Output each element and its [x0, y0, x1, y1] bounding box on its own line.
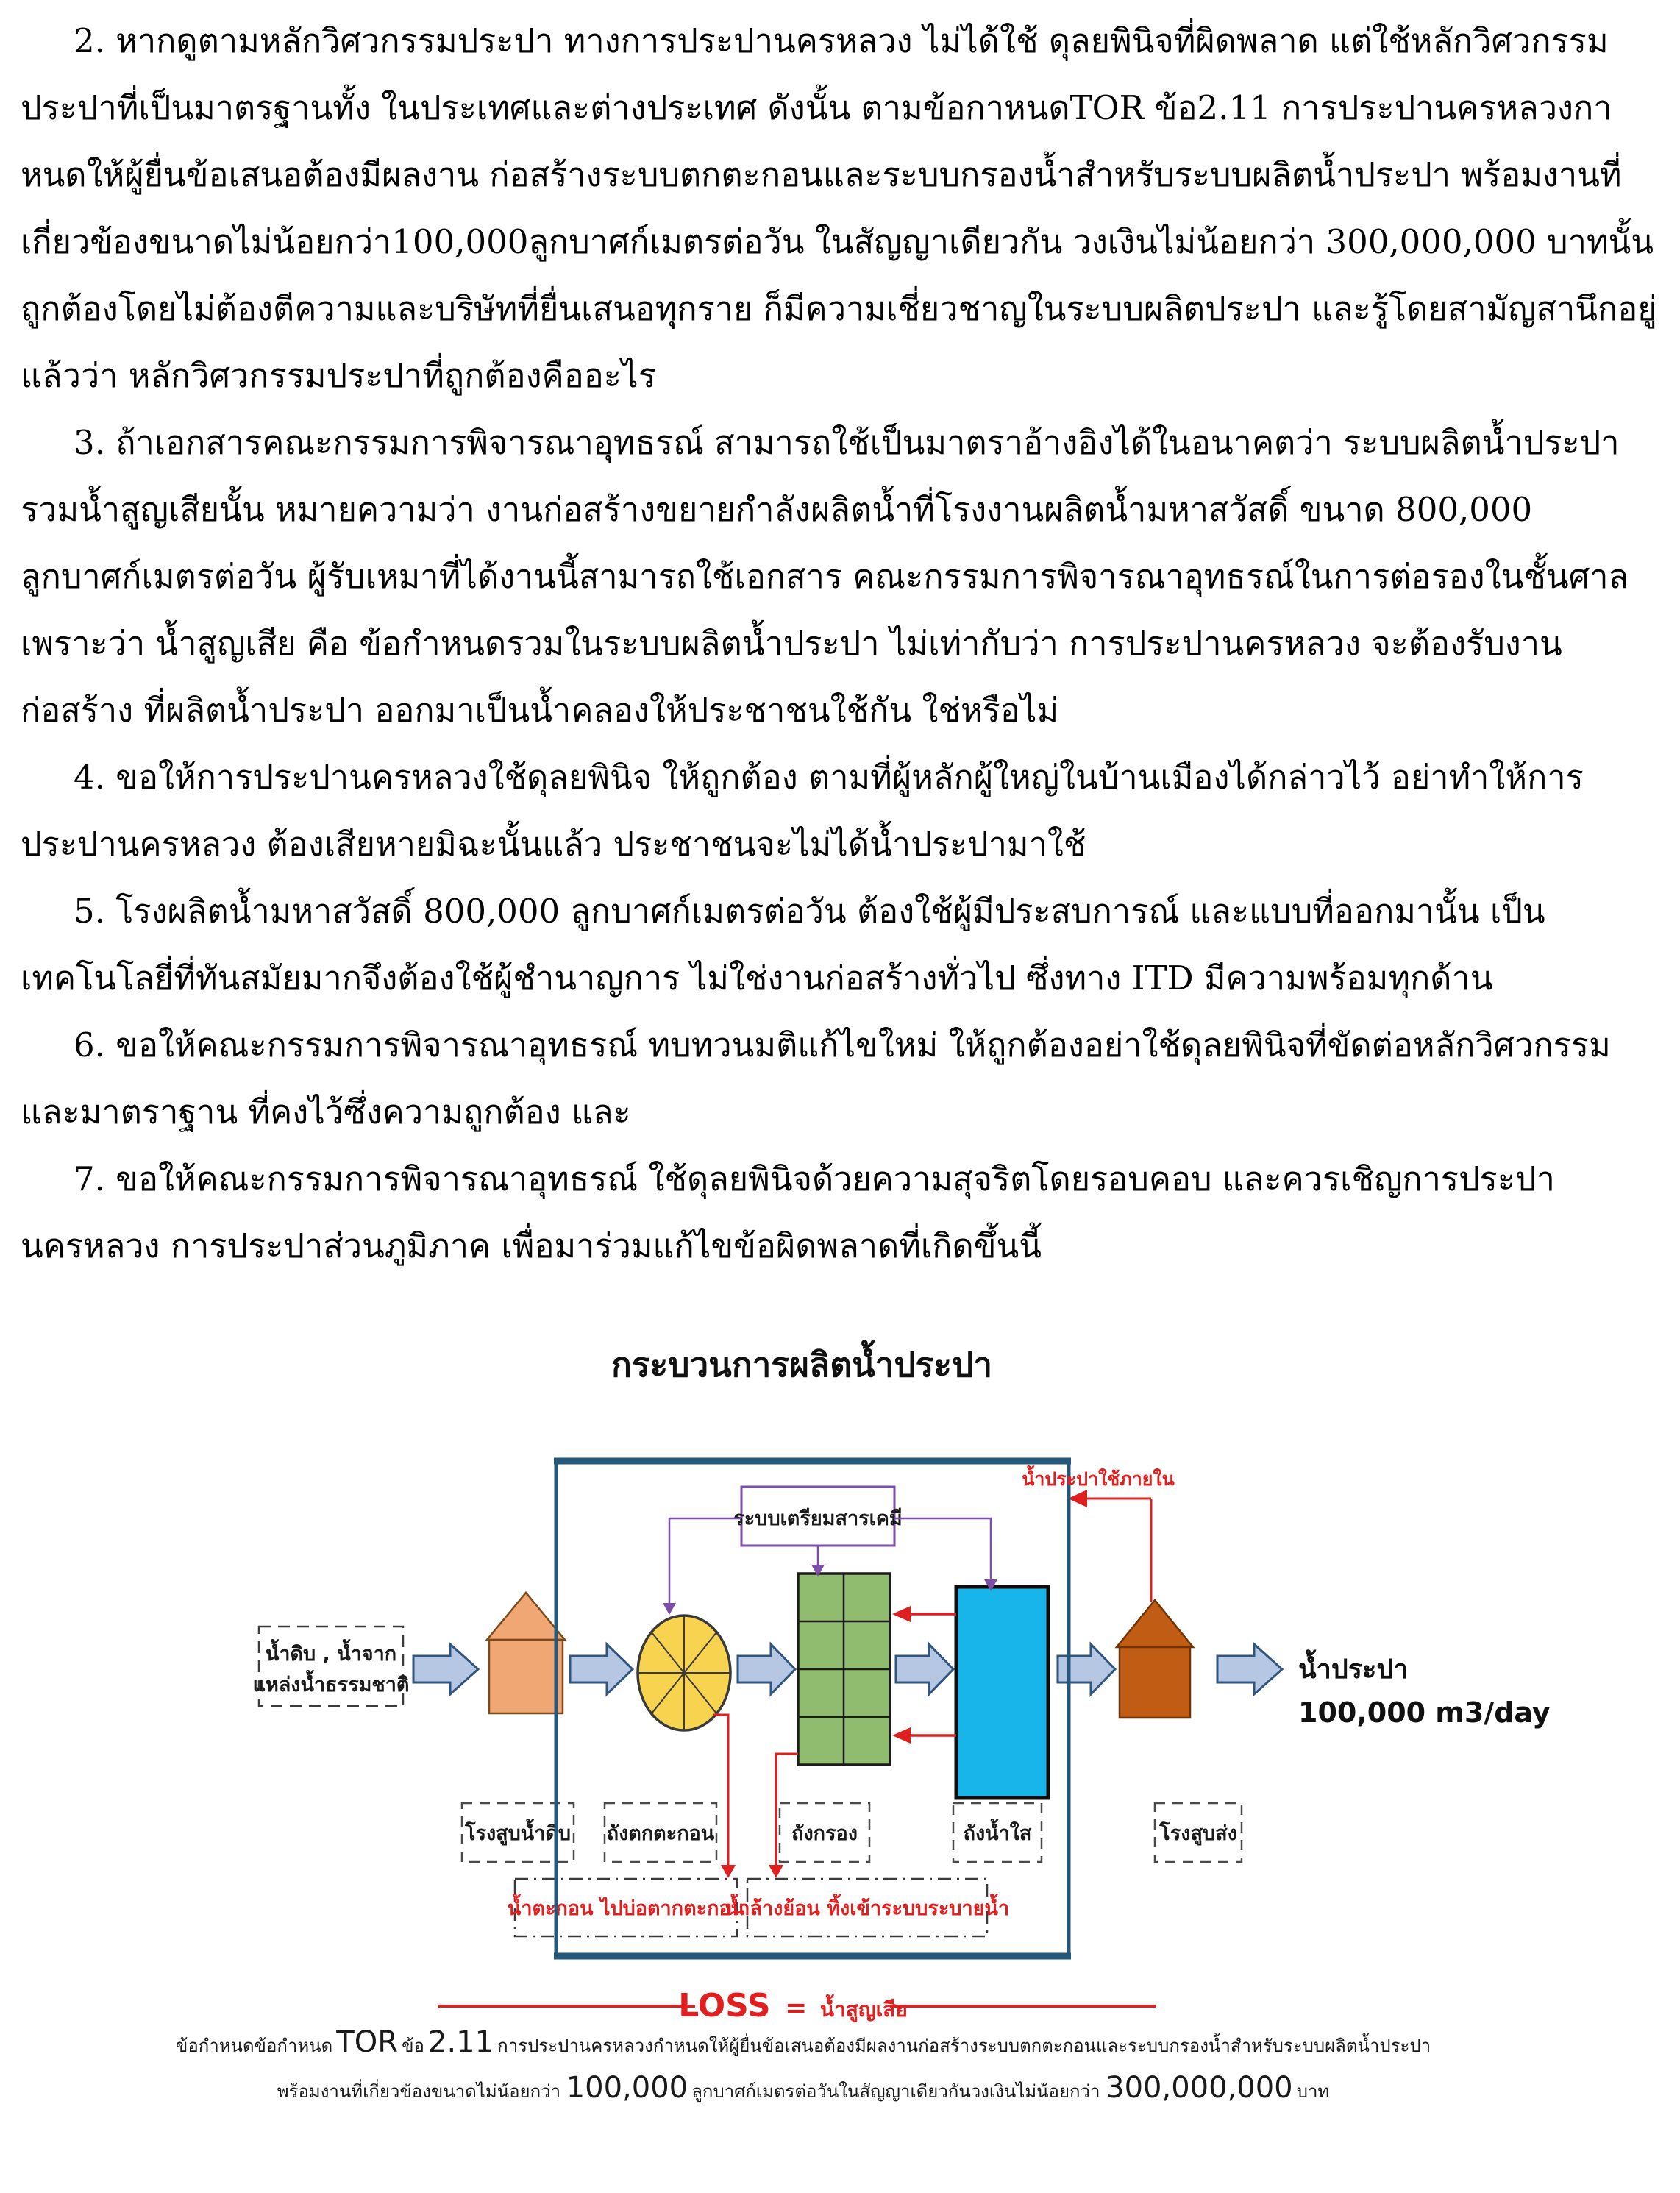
waste-boxes [508, 1879, 1009, 1936]
flow-arrow-5 [1058, 1644, 1115, 1694]
loss-row [438, 1987, 1156, 2025]
caption-9-budget: 300,000,000 [1106, 2071, 1293, 2105]
internal-use-water [1068, 1490, 1151, 1602]
output-water [1298, 1649, 1551, 1729]
output-label: น้ำประปา [1298, 1654, 1409, 1685]
raw-water-pump-house [487, 1593, 565, 1713]
raw-water-line1: น้ำดิบ , น้ำจาก [265, 1643, 397, 1666]
sludge-box-label: น้ำตะกอน ไปบ่อตากตะกอน [507, 1897, 745, 1920]
loss-thai: น้ำสูญเสีย [819, 1997, 908, 2022]
caption-6: พร้อมงานที่เกี่ยวข้องขนาดไม่น้อยกว่า [277, 2081, 566, 2102]
flow-arrow-6 [1217, 1644, 1282, 1694]
clear-water-tank [956, 1587, 1048, 1798]
caption-3: ข้อ [402, 2036, 424, 2056]
loss-equals: = [785, 1993, 808, 2023]
flow-arrow-1 [413, 1644, 478, 1694]
raw-water-line2: แหล่งน้ำธรรมชาติ [252, 1674, 410, 1696]
stage-label-clear-tank: ถังน้ำใส [963, 1822, 1032, 1845]
svg-text:LOSS = น้ำสูญเสีย [678, 1987, 908, 2025]
paragraph-4: 4. ขอให้การประปานครหลวงใช้ดุลยพินิจ ให้ถูกต้อง ตามที่ผู้หลักผู้ใหญ่ในบ้านเมืองได้กล่าวไว้ อย่าทำให้การประปานครหลวง ต้องเสียหายมิฉะนั้นแล้ว ประชาชนจะไม่ได้น้ำประปามาใช้ [21, 758, 1584, 864]
paragraph-2: 2. หากดูตามหลักวิศวกรรมประปา ทางการประปานครหลวง ไม่ได้ใช้ ดุลยพินิจที่ผิดพลาด แต่ใช้หลักวิศวกรรมประปาที่เป็นมาตรฐานทั้ง ในประเทศและต่างประเทศ ดังนั้น ตามข้อกาหนดTOR ข้อ2.11 การประปานครหลวงกาหนดให้ผู้ยื่นข้อเสนอต้องมีผลงาน ก่อสร้างระบบตกตะกอนและระบบกรองน้ำสำหรับระบบผลิตน้ำประปา พร้อมงานที่เกี่ยวข้องขนาดไม่น้อยกว่า100,000ลูกบาศก์เมตรต่อวัน ในสัญญาเดียวกัน วงเงินไม่น้อยกว่า 300,000,000 บาทนั้น ถูกต้องโดยไม่ต้องตีความและบริษัทที่ยื่นเสนอทุกราย ก็มีความเชี่ยวชาญในระบบผลิตประปา และรู้โดยสามัญสานึกอยู่แล้วว่า หลักวิศวกรรมประปาที่ถูกต้องคืออะไร [21, 21, 1657, 395]
internal-use-arrowhead [1068, 1490, 1087, 1507]
transmission-pump-house [1117, 1600, 1193, 1718]
filter-tank-grid [798, 1574, 890, 1765]
flow-arrow-3 [738, 1644, 795, 1694]
svg-text:พร้อมงานที่เกี่ยวข้องขนาดไม่น้ [277, 2071, 1330, 2105]
caption-1: ข้อกำหนดข้อกำหนด [175, 2036, 333, 2056]
raw-water-source-box [253, 1627, 410, 1706]
caption-5: การประปานครหลวงกำหนดให้ผู้ยื่นข้อเสนอต้องมีผลงานก่อสร้างระบบตกตะกอนและระบบกรองน้ำสำหรับระบบผลิตน้ำประปา [497, 2036, 1431, 2056]
caption-8: ลูกบาศก์เมตรต่อวันในสัญญาเดียวกันวงเงินไม่น้อยกว่า [691, 2081, 1106, 2102]
stage-label-pump-send: โรงสูบส่ง [1159, 1822, 1237, 1845]
sedimentation-spokes [638, 1616, 730, 1730]
process-diagram [0, 1309, 1680, 2178]
loss-word: LOSS [678, 1987, 771, 2025]
caption-10: บาท [1296, 2081, 1330, 2102]
svg-text:ข้อกำหนดข้อกำหนด TOR [176, 2025, 1431, 2059]
stage-label-sedimentation: ถังตกตะกอน [606, 1822, 715, 1845]
caption-7-capacity: 100,000 [566, 2071, 688, 2105]
stage-label-pump-raw: โรงสูบน้ำดิบ [464, 1822, 572, 1845]
output-capacity: 100,000 m3/day [1298, 1696, 1551, 1729]
paragraph-7: 7. ขอให้คณะกรรมการพิจารณาอุทธรณ์ ใช้ดุลยพินิจด้วยความสุจริตโดยรอบคอบ และควรเชิญการประปานครหลวง การประปาส่วนภูมิภาค เพื่อมาร่วมแก้ไขข้อผิดพลาดที่เกิดขึ้นนี้ [21, 1159, 1555, 1265]
paragraph-3: 3. ถ้าเอกสารคณะกรรมการพิจารณาอุทธรณ์ สามารถใช้เป็นมาตราอ้างอิงได้ในอนาคตว่า ระบบผลิตน้ำประปารวมน้ำสูญเสียนั้น หมายความว่า งานก่อสร้างขยายกำลังผลิตน้ำที่โรงงานผลิตน้ำมหาสวัสดิ์ ขนาด 800,000 ลูกบาศก์เมตรต่อวัน ผู้รับเหมาที่ได้งานนี้สามารถใช้เอกสาร คณะกรรมการพิจารณาอุทธรณ์ในการต่อรองในชั้นศาล เพราะว่า น้ำสูญเสีย คือ ข้อกำหนดรวมในระบบผลิตน้ำประปา ไม่เท่ากับว่า การประปานครหลวง จะต้องรับงานก่อสร้าง ที่ผลิตน้ำประปา ออกมาเป็นน้ำคลองให้ประชาชนใช้กัน ใช่หรือไม่ [21, 423, 1629, 730]
tor-caption [176, 2025, 1431, 2105]
paragraph-5: 5. โรงผลิตน้ำมหาสวัสดิ์ 800,000 ลูกบาศก์เมตรต่อวัน ต้องใช้ผู้มีประสบการณ์ และแบบที่ออกมานั้น เป็นเทคโนโลยี่ที่ทันสมัยมากจึงต้องใช้ผู้ชำนาญการ ไม่ใช่งานก่อสร้างทั่วไป ซึ่งทาง ITD มีความพร้อมทุกด้าน [21, 892, 1545, 998]
caption-4-clause: 2.11 [428, 2025, 494, 2059]
flow-arrow-2 [570, 1644, 633, 1694]
caption-2-tor: TOR [336, 2025, 399, 2059]
backwash-box-label: น้ำล้างย้อน ทิ้งเข้าระบบระบายน้ำ [725, 1897, 1010, 1920]
internal-use-label: น้ำประปาใช้ภายใน [1022, 1468, 1175, 1490]
diagram-title: กระบวนการผลิตน้ำประปา [611, 1345, 993, 1385]
sedimentation-tank-circle [638, 1616, 730, 1730]
stage-labels [462, 1803, 1242, 1862]
stage-label-filter: ถังกรอง [791, 1822, 858, 1845]
chemical-system-label: ระบบเตรียมสารเคมี [733, 1507, 903, 1530]
paragraph-6: 6. ขอให้คณะกรรมการพิจารณาอุทธรณ์ ทบทวนมติแก้ไขใหม่ ให้ถูกต้องอย่าใช้ดุลยพินิจที่ขัดต่อหลักวิศวกรรมและมาตราฐาน ที่คงไว้ซึ่งความถูกต้อง และ [21, 1026, 1611, 1131]
flow-arrow-4 [896, 1644, 953, 1694]
